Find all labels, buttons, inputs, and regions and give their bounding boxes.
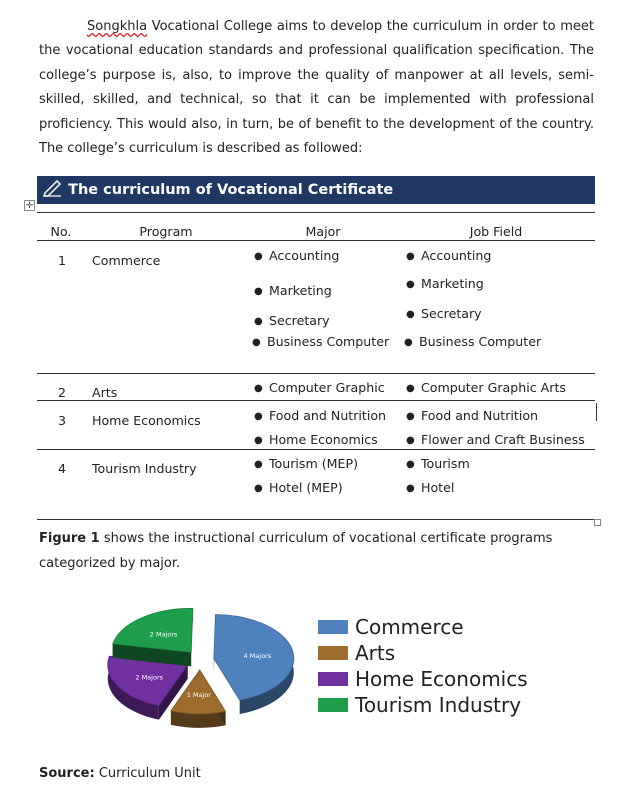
legend-swatch <box>318 698 348 712</box>
figure-label: Figure 1 <box>39 531 100 546</box>
legend-item <box>318 666 528 692</box>
figure-caption <box>39 526 594 576</box>
figure-caption-text: shows the instructional curriculum of vocational certificate programs categorized by major. <box>39 531 553 571</box>
legend-item <box>318 692 528 718</box>
major-item: ● Home Economics <box>254 432 378 447</box>
legend-label: Tourism Industry <box>355 693 522 717</box>
table-top-border <box>37 212 595 213</box>
header-major: Major <box>305 224 341 239</box>
college-name: Songkhla <box>87 19 148 34</box>
job-item: ● Tourism <box>406 456 470 471</box>
major-item: ● Food and Nutrition <box>254 408 386 423</box>
major-item: ● Computer Graphic <box>254 380 385 395</box>
major-item: ● Secretary <box>254 313 330 328</box>
row-number: 2 <box>58 385 67 400</box>
table-resize-handle[interactable] <box>594 519 601 526</box>
job-item: ● Computer Graphic Arts <box>406 380 566 395</box>
major-item: ● Tourism (MEP) <box>254 456 358 471</box>
cursor-bar <box>596 403 597 421</box>
legend-swatch <box>318 646 348 660</box>
pie-slice-tourism-industry <box>113 608 193 666</box>
table-header-border <box>37 240 595 241</box>
row-number: 4 <box>58 461 67 476</box>
pie-data-label: 2 Majors <box>149 630 178 639</box>
table-row-divider <box>37 400 595 401</box>
intro-paragraph <box>39 15 594 161</box>
source-text: Curriculum Unit <box>94 766 201 781</box>
chart-legend <box>318 614 528 718</box>
program-name: Arts <box>92 385 118 400</box>
job-item: ● Food and Nutrition <box>406 408 538 423</box>
pie-data-label: 1 Major <box>186 690 211 699</box>
header-job-field: Job Field <box>469 224 523 239</box>
legend-item <box>318 614 528 640</box>
job-item: ● Hotel <box>406 480 454 495</box>
table-row-divider <box>37 449 595 450</box>
legend-label: Commerce <box>355 615 464 639</box>
legend-swatch <box>318 620 348 634</box>
table-move-handle[interactable]: ✛ <box>25 201 34 211</box>
legend-label: Arts <box>355 641 396 665</box>
source-note <box>39 766 201 781</box>
pie-data-label: 4 Majors <box>243 651 272 660</box>
program-name: Commerce <box>92 253 161 268</box>
program-name: Home Economics <box>92 413 201 428</box>
writing-hand-icon <box>43 179 63 197</box>
pie-chart <box>100 608 310 738</box>
pie-slice-commerce <box>214 615 294 715</box>
section-banner <box>37 176 595 204</box>
job-item: ● Accounting <box>406 248 491 263</box>
job-item: ● Secretary <box>406 306 482 321</box>
row-number: 3 <box>58 413 67 428</box>
intro-text: Vocational College aims to develop the curriculum in order to meet the vocational education standards and professional qualification specification. The college’s purpose is, also, to improve the quality of manpower at all levels, semi-skilled, skilled, and technical, so that it can be implemented with professional proficiency. This would also, in turn, be of benefit to the development of the country. The college’s curriculum is described as followed: <box>39 19 594 157</box>
table-bottom-border <box>37 519 595 520</box>
program-name: Tourism Industry <box>92 461 197 476</box>
major-item: ● Marketing <box>254 283 332 298</box>
table-row-divider <box>37 373 595 374</box>
row-number: 1 <box>58 253 67 268</box>
header-program: Program <box>139 224 193 239</box>
source-label: Source: <box>39 766 95 781</box>
legend-label: Home Economics <box>355 667 528 691</box>
header-no: No. <box>50 224 72 239</box>
legend-swatch <box>318 672 348 686</box>
major-item: ● Hotel (MEP) <box>254 480 343 495</box>
major-item: ● Accounting <box>254 248 339 263</box>
job-item: ● Business Computer <box>404 334 541 349</box>
major-item: ● Business Computer <box>252 334 389 349</box>
job-item: ● Marketing <box>406 276 484 291</box>
legend-item <box>318 640 528 666</box>
pie-data-label: 2 Majors <box>135 673 164 682</box>
section-title: The curriculum of Vocational Certificate <box>68 182 394 198</box>
job-item: ● Flower and Craft Business <box>406 432 585 447</box>
